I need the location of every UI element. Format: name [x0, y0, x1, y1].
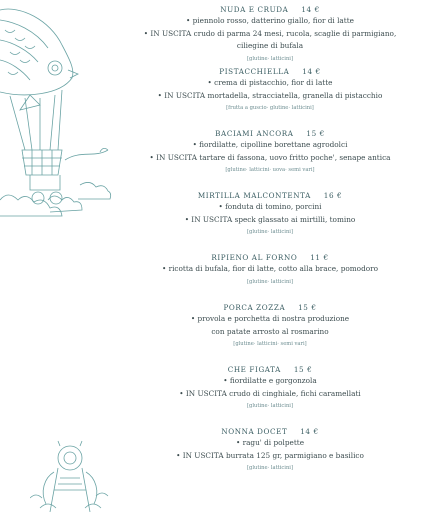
item-description: • fiordilatte, cipolline borettane agrodolci: [192, 140, 348, 149]
item-title: [120, 252, 420, 263]
item-price: 14 €: [301, 5, 320, 14]
item-title: [120, 302, 420, 313]
fish-balloon-illustration: [0, 0, 112, 225]
item-title: [120, 190, 420, 201]
item-title: [120, 426, 420, 437]
item-description: • IN USCITA speck glassato ai mirtilli, tomino: [184, 214, 356, 224]
menu-item: [120, 66, 420, 128]
item-name: NONNA DOCET: [221, 427, 288, 436]
item-description: • IN USCITA crudo di parma 24 mesi, rucola, scaglie di parmigiano,: [143, 28, 397, 38]
menu-item: [120, 252, 420, 302]
item-allergens: [glutine· latticini]: [247, 229, 293, 235]
menu-item: [120, 190, 420, 252]
item-name: MIRTILLA MALCONTENTA: [197, 191, 311, 200]
item-allergens: [glutine· latticini]: [247, 55, 293, 62]
menu-item: [120, 4, 420, 66]
diver-illustration: [30, 438, 110, 512]
item-title: [120, 364, 420, 375]
menu-item: [120, 302, 420, 364]
item-description: • ricotta di bufala, fior di latte, cotto alla brace, pomodoro: [161, 264, 379, 273]
item-description: • provola e porchetta di nostra produzione: [190, 314, 350, 323]
item-description: con patate arrosto al rosmarino: [211, 326, 329, 336]
item-allergens: [glutine· latticini· semi vari]: [233, 341, 307, 347]
item-description: ciliegine di bufala: [236, 41, 304, 50]
item-price: 14 €: [300, 427, 319, 436]
item-price: 16 €: [323, 191, 343, 200]
item-description: • fonduta di tomino, porcini: [218, 202, 322, 211]
item-name: PISTACCHIELLA: [219, 67, 290, 76]
item-description: • ragu' di polpette: [235, 438, 305, 447]
item-price: 15 €: [293, 365, 313, 374]
item-title: [120, 4, 420, 15]
item-name: PORCA ZOZZA: [223, 303, 286, 312]
item-description: • IN USCITA burrata 125 gr, parmigiano e basilico: [176, 450, 364, 460]
item-price: 11 €: [310, 253, 329, 262]
item-allergens: [glutine· latticini· uova· semi vari]: [225, 167, 315, 173]
item-description: • IN USCITA crudo di cinghiale, fichi caramellati: [179, 388, 361, 398]
item-allergens: [frutta a guscio· glutine· latticini]: [226, 105, 314, 111]
item-description: • IN USCITA mortadella, stracciatella, granella di pistacchio: [157, 90, 383, 100]
item-price: 15 €: [298, 303, 317, 312]
menu-item: [120, 426, 420, 488]
item-description: • piennolo rosso, datterino giallo, fior di latte: [186, 16, 354, 25]
menu-item: [120, 128, 420, 190]
item-allergens: [glutine· latticini]: [247, 403, 293, 409]
menu-list: [120, 4, 420, 488]
item-name: BACIAMI ANCORA: [215, 129, 294, 138]
item-name: CHE FIGATA: [227, 365, 281, 374]
item-title: [120, 128, 420, 139]
item-description: • IN USCITA tartare di fassona, uovo fritto poche', senape antica: [149, 152, 391, 162]
item-description: • crema di pistacchio, fior di latte: [207, 78, 333, 87]
item-price: 15 €: [306, 129, 325, 138]
item-name: RIPIENO AL FORNO: [211, 253, 298, 262]
menu-item: [120, 364, 420, 426]
item-title: [120, 66, 420, 77]
item-description: • fiordilatte e gorgonzola: [223, 376, 317, 385]
item-name: NUDA E CRUDA: [220, 5, 289, 14]
item-price: 14 €: [302, 67, 321, 76]
item-allergens: [glutine· latticini]: [247, 465, 293, 471]
item-allergens: [glutine· latticini]: [247, 278, 293, 285]
